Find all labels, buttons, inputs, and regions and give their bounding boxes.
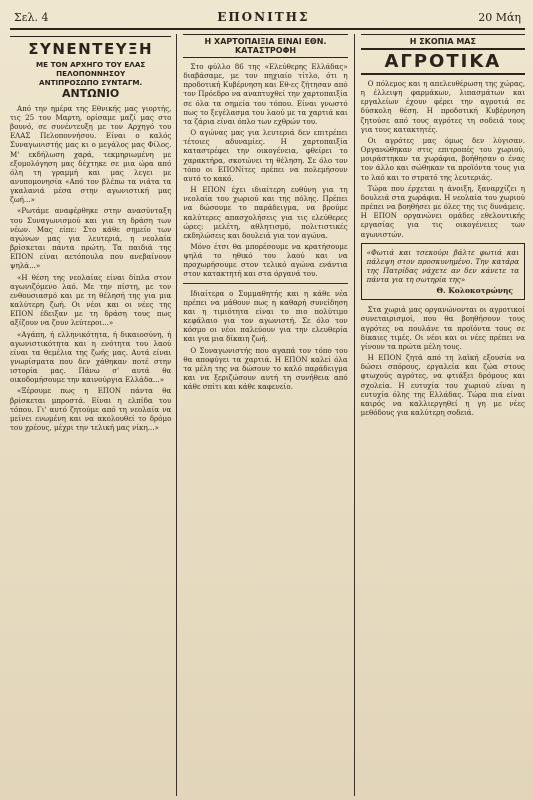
gambling-paragraph: Μόνο έτσι θα μπορέσουμε να κρατήσουμε ψηλά το ηθικό του λαού και να προχωρήσουμε στον τελικό αγώνα ενάντια στον κατακτητή και στα όργανά του. (183, 241, 348, 279)
quote-text: «Φωτιά και τσεκούρι βάλτε φωτιά και πάλεψη στον προσκυνημένο. Την κατάρα της Πατρίδας νάχετε αν δεν κάνετε τα πάντα για τη σωτηρία της» (366, 247, 519, 285)
column-kicker: Η ΣΚΟΠΙΑ ΜΑΣ (361, 34, 525, 46)
agriculture-paragraph: Τώρα που έρχεται η άνοιξη, ξαναρχίζει η δουλειά στα χωράφια. Η νεολαία του χωριού πρέπει να βοηθήσει με όλες της τις δυνάμεις. Η ΕΠΟΝ οργανώνει ομάδες εθελοντικής εργασίας για τις οικογένειες των αγωνιστών. (360, 183, 525, 239)
agriculture-paragraph: Οι αγρότες μας όμως δεν λύγισαν. Οργανώθηκαν στις επιτροπές του χωριού, μοιράστηκαν τα χωράφια, βοήθησαν ο ένας τον άλλο και σώθηκαν τα προϊόντα τους για το λαό και το στρατό της λευτεριάς. (360, 135, 525, 182)
page-label: Σελ. 4 (14, 10, 49, 24)
gambling-paragraph: Ο αγώνας μας για λευτεριά δεν επιτρέπει τέτοιες αδυναμίες. Η χαρτοπαιξία καταστρέφει την οικογένεια, φθείρει το χαρακτήρα, σκοτώνει τη θέληση. Σε όλο τον τόπο οι ΕΠΟΝίτες πρέπει να πολεμήσουν αυτό το κακό. (183, 128, 348, 183)
agriculture-paragraph: Η ΕΠΟΝ ζητά από τη λαϊκή εξουσία να δώσει σπόρους, εργαλεία και ζώα στους φτωχούς αγρότες, να φτιάξει δρόμους και σχολεία. Η ευτυχία του χωριού είναι η ευτυχία όλης της Ελλάδας. Τώρα πια είναι καιρός να καλλιεργηθεί η γη με νέες μεθόδους για καλύτερη σοδειά. (360, 353, 525, 417)
interview-subtitle (10, 60, 171, 101)
gambling-column (177, 34, 354, 796)
interview-paragraph: «Αγάπη, ή ελληνικότητα, ή δικαιοσύνη, ή αγωνιστικότητα και η ενότητα του λαού είναι τα θεμέλια της ζωής μας. Αυτά είναι γνωρίσματα που δεν χάθηκαν ποτέ στην ιστορία μας. Πάνω σ' αυτά θα οικοδομήσουμε την καινούργια Ελλάδα...» (10, 329, 172, 385)
agriculture-title: ΑΓΡΟΤΙΚΑ (361, 48, 525, 75)
agriculture-paragraph: Στα χωριά μας οργανώνονται οι αγροτικοί συνεταιρισμοί, που θα βοηθήσουν τους αγρότες να πουλάνε τα προϊόντα τους σε δίκαιες τιμές. Οι νέοι και οι νέες πρέπει να γίνουν τα πρώτα μέλη τους. (360, 305, 525, 351)
interview-paragraph: «Ρωτάμε αναφέρθηκε στην ανασύνταξη του Συναγωνισμού και για τη δράση των νέων. Μας είπε: Στο κάθε σημείο των αγώνων μας για λευτεριά, η νεολαία βρίσκεται πάντα πρώτη. Τα παιδιά της ΕΠΟΝ είναι αετόπουλα που ανεβαίνουν ψηλά...» (10, 206, 172, 271)
gambling-paragraph: Ο Συναγωνιστής που αγαπά τον τόπο του θα αποφύγει τα χαρτιά. Η ΕΠΟΝ καλεί όλα τα μέλη της να δώσουν το καλό παράδειγμα και να ξεριζώσουν αυτή τη συνήθεια από κάθε σπίτι και κάθε καφενείο. (183, 345, 348, 392)
masthead (10, 6, 525, 30)
gambling-paragraph: Στο φύλλο 86 της «Ελεύθερης Ελλάδας» διαβάσαμε, με τον πηχιαίο τίτλο, ότι η προδοτική Κυβέρνηση και Εθ-ες ζήτησαν από τον Πρόεδρο να αναπτυχθεί την χαρτοπαιξία σε όλα τα σημεία του τόπου. Είναι γνωστό πως το ξεγέλασμα του λαού με τα χαρτιά και τα ζάρια είναι όπλο των εχθρών του. (183, 62, 348, 126)
issue-date: 20 Μάη (478, 10, 521, 24)
agriculture-paragraph: Ο πόλεμος και η απελευθέρωση της χώρας, η έλλειψη φαρμάκων, λιπασμάτων και εργαλείων έχουν φέρει την αγροτιά σε δύσκολη θέση. Η προδοτική Κυβέρνηση ζητούσε από τους αγρότες τη σοδειά τους για τους κατακτητές. (360, 79, 525, 134)
interview-subtitle-line1: ΜΕ ΤΟΝ ΑΡΧΗΓΟ ΤΟΥ ΕΛΑΣ ΠΕΛΟΠΟΝΝΗΣΟΥ (36, 60, 146, 78)
interview-column (10, 34, 177, 796)
quote-signature: Θ. Κολοκοτρώνης (436, 286, 513, 296)
gambling-title: Η ΧΑΡΤΟΠΑΙΞΙΑ ΕΙΝΑΙ ΕΘΝ. ΚΑΤΑΣΤΡΟΦΗ (183, 34, 347, 58)
interview-subtitle-line2: ΑΝΤΙΠΡΟΣΩΠΟ ΣΥΝΤΑΓΜ. (39, 78, 143, 87)
interview-paragraph: «Ξέρουμε πως η ΕΠΟΝ πάντα θα βρίσκεται μπροστά. Είναι η ελπίδα του τόπου. Γι' αυτό ζητούμε από τη νεολαία να μείνει ενωμένη και να ακολουθεί το δρόμο του χρέους, μέχρι την τελική μας νίκη...» (10, 386, 172, 433)
columns (10, 34, 525, 796)
divider (183, 283, 347, 284)
quote-box (361, 243, 525, 301)
interview-title: ΣΥΝΕΝΤΕΥΞΗ (10, 36, 171, 58)
paper-name: ΕΠΟΝΙΤΗΣ (217, 10, 310, 24)
gambling-paragraph: Η ΕΠΟΝ έχει ιδιαίτερη ευθύνη για τη νεολαία του χωριού και της πόλης. Πρέπει να δώσουμε το παράδειγμα, να βρούμε καλύτερες απασχολήσεις για τις ελεύθερες ώρες: μελέτη, αθλητισμό, πολιτιστικές εκδηλώσεις και δουλειά για τον αγώνα. (183, 185, 348, 240)
interview-paragraph: «Η θέση της νεολαίας είναι δίπλα στον αγωνιζόμενο λαό. Με την πίστη, με τον ενθουσιασμό και με τη θέλησή της για μια καλύτερη ζωή. Οι νέοι και οι νέες της ΕΠΟΝ έδειξαν με τη δράση τους πως αξίζουν να ζουν λεύτεροι...» (10, 272, 172, 328)
interview-paragraph: Από την ημέρα της Εθνικής μας γιορτής, τις 25 του Μαρτη, ορίσαμε μαζί μας στο βουνό, σε συνέντευξη με τον Αρχηγό του ΕΛΑΣ Πελοποννήσου. Είναι ο καλός Συναγωνιστής μας κι ο μεγάλος μας Φίλος. Μ' εκδήλωση χαρά, τεκμηριωμένη με εξομολόγηση μας δέχτηκε σε μια ώρα από όλη τη γραμμή και μας λεγει με ανυπομονησία «Από τον βλέπω τα νιάτα τα γκαλανιά μέσα στην αγωνιστική μας ζωή...» (10, 103, 172, 205)
agriculture-column (355, 34, 525, 796)
gambling-paragraph: Ιδιαίτερα ο Συμμαθητής και η κάθε νέα πρέπει να μάθουν πως η καθαρή συνείδηση και η τιμιότητα είναι το πιο πολύτιμο κεφάλαιο για τον αγωνιστή. Σε όλο τον κόσμο οι νέοι παλεύουν για την ελευθερία και για μια δίκαιη ζωή. (183, 288, 348, 344)
interviewee-name: ΑΝΤΩΝΙΟ (62, 87, 120, 100)
